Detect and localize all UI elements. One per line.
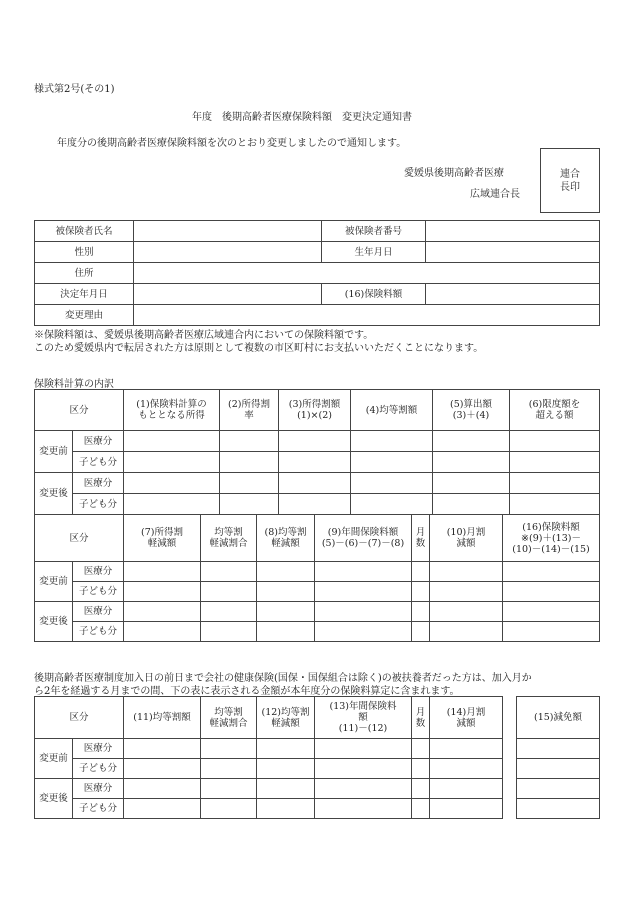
address-label: 住所 bbox=[35, 263, 134, 284]
name-value bbox=[134, 221, 322, 242]
seal-text-2: 長印 bbox=[560, 181, 580, 193]
col-5-header: (5)算出額 (3)＋(4) bbox=[433, 390, 510, 431]
after-label: 変更後 bbox=[35, 779, 73, 819]
number-label: 被保険者番号 bbox=[322, 221, 426, 242]
decision-date-value bbox=[134, 284, 322, 305]
col-2-header: (2)所得割 率 bbox=[220, 390, 279, 431]
col-16-header: (16)保険料額 ※(9)＋(13)－ (10)－(14)－(15) bbox=[503, 515, 600, 562]
address-value bbox=[134, 263, 600, 284]
col-14-header: (14)月割 減額 bbox=[430, 697, 503, 739]
birth-value bbox=[426, 242, 600, 263]
child-label: 子ども分 bbox=[73, 452, 124, 473]
kubun-header: 区分 bbox=[35, 697, 124, 739]
medical-label: 医療分 bbox=[73, 779, 124, 799]
col-15-header: (15)減免額 bbox=[517, 697, 600, 739]
col-7-header: (7)所得割 軽減額 bbox=[124, 515, 201, 562]
number-value bbox=[426, 221, 600, 242]
col-8-header: (8)均等割 軽減額 bbox=[257, 515, 315, 562]
reduction-ratio-header: 均等割 軽減割合 bbox=[201, 515, 257, 562]
document-title: 年度 後期高齢者医療保険料額 変更決定通知書 bbox=[192, 112, 412, 123]
note-relocation: このため愛媛県内で転居された方は原則として複数の市区町村にお支払いいただくことになります。 bbox=[34, 343, 484, 354]
col-9-header: (9)年間保険料額 (5)－(6)－(7)－(8) bbox=[315, 515, 412, 562]
calc-table-2 bbox=[34, 514, 600, 642]
col-3-header: (3)所得割額 (1)×(2) bbox=[279, 390, 351, 431]
note-dependent: 後期高齢者医療制度加入日の前日まで会社の健康保険(国保・国保組合は除く)の被扶養者だった方は、加入月か bbox=[34, 673, 532, 684]
child-label: 子ども分 bbox=[73, 799, 124, 819]
form-number: 様式第2号(その1) bbox=[34, 84, 115, 95]
premium-label: (16)保険料額 bbox=[322, 284, 426, 305]
before-label: 変更前 bbox=[35, 431, 73, 473]
issuer-line-1: 愛媛県後期高齢者医療 bbox=[404, 168, 504, 179]
sex-value bbox=[134, 242, 322, 263]
note-two-years: ら2年を経過する月までの間、下の表に表示される金額が本年度分の保険料算定に含まれます。 bbox=[34, 686, 460, 697]
child-label: 子ども分 bbox=[73, 494, 124, 515]
medical-label: 医療分 bbox=[73, 473, 124, 494]
after-label: 変更後 bbox=[35, 473, 73, 515]
gap bbox=[503, 697, 517, 819]
child-label: 子ども分 bbox=[73, 759, 124, 779]
before-label: 変更前 bbox=[35, 562, 73, 602]
note-premium-scope: ※保険料額は、愛媛県後期高齢者医療広域連合内においての保険料額です。 bbox=[34, 330, 374, 341]
child-label: 子ども分 bbox=[73, 582, 124, 602]
seal-text-1: 連合 bbox=[560, 168, 580, 180]
col-12-header: (12)均等割 軽減額 bbox=[257, 697, 315, 739]
months-header: 月 数 bbox=[412, 697, 430, 739]
months-header: 月 数 bbox=[412, 515, 430, 562]
official-seal-box bbox=[540, 148, 600, 213]
medical-label: 医療分 bbox=[73, 602, 124, 622]
issuer-line-2: 広域連合長 bbox=[470, 189, 520, 200]
decision-date-label: 決定年月日 bbox=[35, 284, 134, 305]
col-1-header: (1)保険料計算の もととなる所得 bbox=[124, 390, 220, 431]
col-13-header: (13)年間保険料 額 (11)－(12) bbox=[315, 697, 412, 739]
calc-table-1 bbox=[34, 389, 600, 515]
before-label: 変更前 bbox=[35, 739, 73, 779]
kubun-header: 区分 bbox=[35, 515, 124, 562]
medical-label: 医療分 bbox=[73, 739, 124, 759]
col-4-header: (4)均等割額 bbox=[351, 390, 433, 431]
premium-value bbox=[426, 284, 600, 305]
child-label: 子ども分 bbox=[73, 622, 124, 642]
breakdown-title: 保険料計算の内訳 bbox=[34, 379, 114, 390]
insured-info-table bbox=[34, 220, 600, 326]
col-11-header: (11)均等割額 bbox=[124, 697, 201, 739]
reduction-ratio-header: 均等割 軽減割合 bbox=[201, 697, 257, 739]
after-label: 変更後 bbox=[35, 602, 73, 642]
kubun-header: 区分 bbox=[35, 390, 124, 431]
medical-label: 医療分 bbox=[73, 431, 124, 452]
col-10-header: (10)月割 減額 bbox=[430, 515, 503, 562]
reason-value bbox=[134, 305, 600, 326]
birth-label: 生年月日 bbox=[322, 242, 426, 263]
reason-label: 変更理由 bbox=[35, 305, 134, 326]
sex-label: 性別 bbox=[35, 242, 134, 263]
calc-table-3 bbox=[34, 696, 600, 819]
medical-label: 医療分 bbox=[73, 562, 124, 582]
col-6-header: (6)限度額を 超える額 bbox=[510, 390, 600, 431]
name-label: 被保険者氏名 bbox=[35, 221, 134, 242]
intro-text: 年度分の後期高齢者医療保険料額を次のとおり変更しましたので通知します。 bbox=[57, 138, 407, 149]
